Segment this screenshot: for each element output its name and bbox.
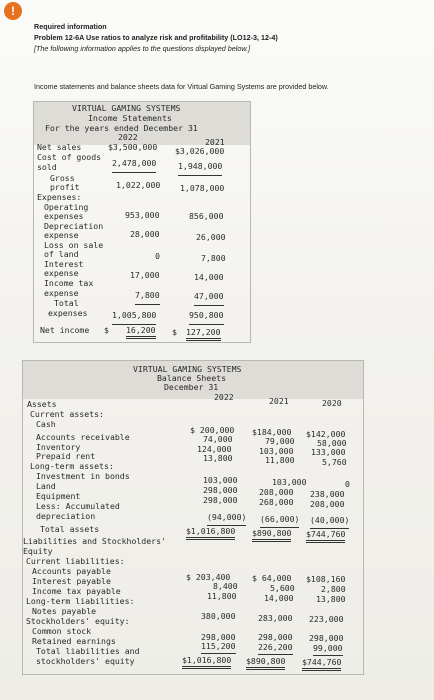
total-assets-2022: $1,016,800 xyxy=(186,526,235,540)
long-term-liabilities-heading: Long-term liabilities: xyxy=(26,596,135,606)
total-expenses-label-line2: expenses xyxy=(48,308,88,318)
stockholders-equity-heading: Stockholders' equity: xyxy=(26,616,130,626)
balance-year-2021: 2021 xyxy=(269,396,289,406)
income-tax-payable-label: Income tax payable xyxy=(32,586,121,596)
ap-2020: $108,160 xyxy=(306,574,346,584)
balance-title: Balance Sheets xyxy=(157,373,227,383)
bonds-2020: 0 xyxy=(345,479,350,489)
opex-label-line2: expenses xyxy=(44,211,84,221)
equipment-label: Equipment xyxy=(36,491,81,501)
depreciation-2022: 28,000 xyxy=(130,229,160,239)
gross-2021: 1,078,000 xyxy=(180,183,225,193)
inventory-2022: 124,000 xyxy=(197,444,232,454)
interest-label-line2: expense xyxy=(44,268,79,278)
notes-payable-2022: 380,000 xyxy=(201,611,236,621)
total-le-2022: $1,016,800 xyxy=(182,655,231,669)
income-period: For the years ended December 31 xyxy=(45,123,198,133)
accum-dep-2022: (94,000) xyxy=(207,512,246,526)
current-liabilities-heading: Current liabilities: xyxy=(26,556,125,566)
loss-label-line1: Loss on sale xyxy=(44,240,104,250)
income-year-2022: 2022 xyxy=(118,132,138,142)
total-le-2020: $744,760 xyxy=(302,657,341,671)
cogs-label-line1: Cost of goods xyxy=(37,152,102,162)
accum-dep-2020: (40,000) xyxy=(310,515,349,529)
ap-label: Accounts payable xyxy=(32,566,111,576)
tax-2022: 7,800 xyxy=(135,290,160,305)
ap-2021: $ 64,000 xyxy=(252,573,292,583)
interest-2021: 14,000 xyxy=(194,272,224,282)
liabilities-equity-heading-line2: Equity xyxy=(23,546,53,556)
cogs-2022: 2,478,000 xyxy=(112,158,156,173)
inventory-label: Inventory xyxy=(36,442,81,452)
income-year-2021: 2021 xyxy=(205,137,225,147)
cash-label: Cash xyxy=(36,419,56,429)
income-tax-payable-2022: 11,800 xyxy=(207,591,237,601)
accum-dep-label-line2: depreciation xyxy=(36,511,96,521)
equipment-2020: 208,000 xyxy=(310,499,345,509)
tax-label-line2: expense xyxy=(44,288,79,298)
common-stock-2021: 298,000 xyxy=(258,632,293,642)
net-income-2022: 16,200 xyxy=(126,325,156,339)
inventory-2020: 133,000 xyxy=(311,447,346,457)
total-le-2021: $890,800 xyxy=(246,656,285,670)
notes-payable-2021: 283,000 xyxy=(258,613,293,623)
tax-2021: 47,000 xyxy=(194,291,224,306)
common-stock-2020: 298,000 xyxy=(309,633,344,643)
info-note: [The following information applies to the questions displayed below.] xyxy=(34,44,251,53)
gross-label-line1: Gross xyxy=(50,173,75,183)
total-expenses-2021: 950,800 xyxy=(189,310,224,325)
bonds-label: Investment in bonds xyxy=(36,471,130,481)
net-income-label: Net income xyxy=(40,325,90,335)
land-2022: 298,000 xyxy=(203,485,238,495)
income-tax-payable-2021: 14,000 xyxy=(264,593,294,603)
equipment-2022: 298,000 xyxy=(203,495,238,505)
total-le-label-line2: stockholders' equity xyxy=(36,656,135,666)
opex-2022: 953,000 xyxy=(125,210,160,220)
retained-earnings-2021: 226,200 xyxy=(258,642,293,655)
total-assets-2020: $744,760 xyxy=(306,529,345,543)
retained-earnings-2022: 115,200 xyxy=(201,641,236,654)
alert-icon: ! xyxy=(4,2,22,20)
net-sales-2021: $3,026,000 xyxy=(175,146,225,156)
problem-title: Problem 12-6A Use ratios to analyze risk and profitability (LO12-3, 12-4) xyxy=(34,33,278,42)
income-title: Income Statements xyxy=(88,113,172,123)
notes-payable-label: Notes payable xyxy=(32,606,97,616)
balance-year-2020: 2020 xyxy=(322,398,342,408)
total-assets-label: Total assets xyxy=(40,524,100,534)
opex-2021: 856,000 xyxy=(189,211,224,221)
bonds-2022: 103,000 xyxy=(203,475,238,485)
tax-label-line1: Income tax xyxy=(44,278,94,288)
net-income-dollar-2022: $ xyxy=(104,325,109,335)
income-tax-payable-2020: 13,800 xyxy=(316,594,346,604)
ar-2022: 74,000 xyxy=(203,434,233,444)
common-stock-2022: 298,000 xyxy=(201,632,236,642)
prepaid-2020: 5,760 xyxy=(322,457,347,467)
interest-payable-2021: 5,600 xyxy=(270,583,295,593)
depreciation-label-line1: Depreciation xyxy=(44,221,104,231)
common-stock-label: Common stock xyxy=(32,626,92,636)
balance-date: December 31 xyxy=(164,382,219,392)
retained-earnings-2020: 99,000 xyxy=(313,643,343,656)
interest-payable-2020: 2,800 xyxy=(321,584,346,594)
gross-label-line2: profit xyxy=(50,182,80,192)
cash-2022: $ 200,000 xyxy=(190,425,235,435)
accum-dep-2021: (66,000) xyxy=(260,514,299,528)
accum-dep-label-line1: Less: Accumulated xyxy=(36,501,120,511)
ar-label: Accounts receivable xyxy=(36,432,130,442)
cash-2021: $184,000 xyxy=(252,427,292,437)
loss-2022: 0 xyxy=(155,251,160,261)
cash-2020: $142,000 xyxy=(306,429,346,439)
loss-2021: 7,800 xyxy=(201,253,226,263)
ar-2021: 79,000 xyxy=(265,436,295,446)
prepaid-2022: 13,800 xyxy=(203,453,233,463)
net-income-dollar-2021: $ xyxy=(172,327,177,337)
total-expenses-2022: 1,005,800 xyxy=(112,310,156,325)
interest-payable-2022: 8,400 xyxy=(213,581,238,591)
gross-2022: 1,022,000 xyxy=(116,180,161,190)
ar-2020: 58,000 xyxy=(317,438,347,448)
ap-2022: $ 203,400 xyxy=(186,572,231,582)
total-le-label-line1: Total liabilities and xyxy=(36,646,140,656)
interest-payable-label: Interest payable xyxy=(32,576,111,586)
expenses-heading: Expenses: xyxy=(37,192,82,202)
required-info-heading: Required information xyxy=(34,22,107,31)
bonds-2021: 103,000 xyxy=(272,477,307,487)
cogs-2021: 1,948,000 xyxy=(178,161,222,176)
equipment-2021: 268,000 xyxy=(259,497,294,507)
net-sales-2022: $3,500,000 xyxy=(108,142,158,152)
interest-label-line1: Interest xyxy=(44,259,84,269)
income-company: VIRTUAL GAMING SYSTEMS xyxy=(72,103,181,113)
opex-label-line1: Operating xyxy=(44,202,89,212)
liabilities-equity-heading-line1: Liabilities and Stockholders' xyxy=(23,536,166,546)
depreciation-2021: 26,000 xyxy=(196,232,226,242)
prepaid-2021: 11,800 xyxy=(265,455,295,465)
current-assets-heading: Current assets: xyxy=(30,409,104,419)
net-income-2021: 127,200 xyxy=(186,327,221,341)
inventory-2021: 103,000 xyxy=(259,446,294,456)
retained-earnings-label: Retained earnings xyxy=(32,636,116,646)
prepaid-label: Prepaid rent xyxy=(36,451,96,461)
balance-year-2022: 2022 xyxy=(214,392,234,402)
total-assets-2021: $890,800 xyxy=(252,528,291,542)
assets-heading: Assets xyxy=(27,399,57,409)
land-2020: 238,000 xyxy=(310,489,345,499)
long-term-assets-heading: Long-term assets: xyxy=(30,461,114,471)
intro-text: Income statements and balance sheets data for Virtual Gaming Systems are provided below. xyxy=(34,82,329,91)
net-sales-label: Net sales xyxy=(37,142,82,152)
land-label: Land xyxy=(36,481,56,491)
land-2021: 208,000 xyxy=(259,487,294,497)
balance-company: VIRTUAL GAMING SYSTEMS xyxy=(133,364,242,374)
cogs-label-line2: sold xyxy=(37,162,57,172)
total-expenses-label-line1: Total xyxy=(54,298,79,308)
loss-label-line2: of land xyxy=(44,249,79,259)
notes-payable-2020: 223,000 xyxy=(309,614,344,624)
depreciation-label-line2: expense xyxy=(44,230,79,240)
interest-2022: 17,000 xyxy=(130,270,160,280)
